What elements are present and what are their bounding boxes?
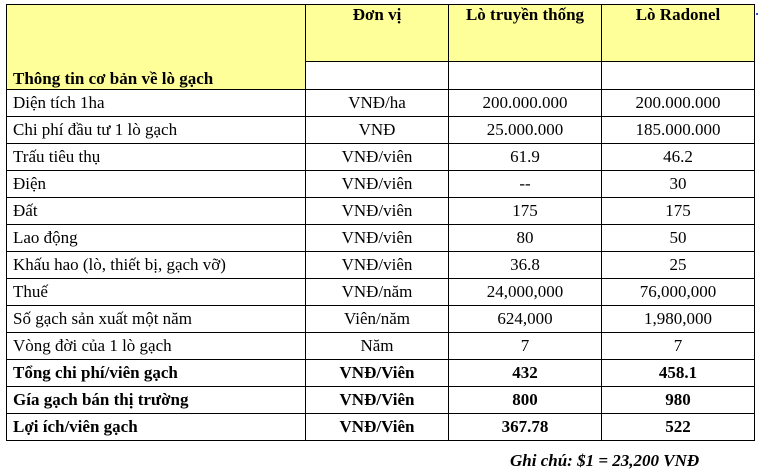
row-label-cell: Diện tích 1ha: [7, 90, 306, 117]
row-radonel-value-cell: 76,000,000: [602, 279, 755, 306]
row-label-cell: Gía gạch bán thị trường: [7, 387, 306, 414]
table-row: [7, 333, 755, 360]
row-unit-cell: VNĐ/viên: [306, 144, 449, 171]
row-radonel-value-cell: 25: [602, 252, 755, 279]
row-traditional-value-cell: 25.000.000: [449, 117, 602, 144]
row-traditional-value-cell: 200.000.000: [449, 90, 602, 117]
header-spacer-cell: [449, 62, 602, 90]
row-label-cell: Lao động: [7, 225, 306, 252]
row-label-cell: Điện: [7, 171, 306, 198]
row-label-cell: Trấu tiêu thụ: [7, 144, 306, 171]
row-radonel-value-cell: 980: [602, 387, 755, 414]
header-radonel-kiln: Lò Radonel: [602, 5, 755, 62]
row-unit-cell: VNĐ/viên: [306, 225, 449, 252]
row-unit-cell: VNĐ/năm: [306, 279, 449, 306]
row-radonel-value-cell: 175: [602, 198, 755, 225]
row-traditional-value-cell: 175: [449, 198, 602, 225]
row-unit-cell: VNĐ/Viên: [306, 360, 449, 387]
table-row: [7, 198, 755, 225]
header-row: [7, 5, 755, 62]
row-radonel-value-cell: 7: [602, 333, 755, 360]
row-traditional-value-cell: 7: [449, 333, 602, 360]
header-unit: Đơn vị: [306, 5, 449, 62]
footnote: Ghi chú: $1 = 23,200 VNĐ: [510, 451, 700, 470]
row-radonel-value-cell: 46.2: [602, 144, 755, 171]
row-traditional-value-cell: 61.9: [449, 144, 602, 171]
row-label-cell: Lợi ích/viên gạch: [7, 414, 306, 441]
row-label-cell: Số gạch sản xuất một năm: [7, 306, 306, 333]
table-row: [7, 90, 755, 117]
table-row: [7, 360, 755, 387]
row-radonel-value-cell: 522: [602, 414, 755, 441]
table-row: [7, 144, 755, 171]
header-spacer-cell: [602, 62, 755, 90]
table-row: [7, 252, 755, 279]
row-unit-cell: VNĐ/Viên: [306, 414, 449, 441]
header-spacer-cell: [306, 62, 449, 90]
row-traditional-value-cell: 80: [449, 225, 602, 252]
row-radonel-value-cell: 458.1: [602, 360, 755, 387]
table-row: [7, 306, 755, 333]
row-radonel-value-cell: 200.000.000: [602, 90, 755, 117]
row-unit-cell: VNĐ: [306, 117, 449, 144]
header-title: Thông tin cơ bản về lò gạch: [7, 5, 306, 90]
brick-kiln-comparison-table: [6, 4, 755, 441]
table-row: [7, 279, 755, 306]
row-unit-cell: VNĐ/viên: [306, 198, 449, 225]
table-row: [7, 225, 755, 252]
row-radonel-value-cell: 1,980,000: [602, 306, 755, 333]
row-unit-cell: VNĐ/viên: [306, 252, 449, 279]
row-unit-cell: VNĐ/ha: [306, 90, 449, 117]
row-radonel-value-cell: 30: [602, 171, 755, 198]
table-row: [7, 117, 755, 144]
row-unit-cell: Viên/năm: [306, 306, 449, 333]
row-label-cell: Đất: [7, 198, 306, 225]
table-row: [7, 171, 755, 198]
row-radonel-value-cell: 50: [602, 225, 755, 252]
row-traditional-value-cell: 800: [449, 387, 602, 414]
row-label-cell: Khấu hao (lò, thiết bị, gạch vỡ): [7, 252, 306, 279]
header-traditional-kiln: Lò truyền thống: [449, 5, 602, 62]
row-unit-cell: VNĐ/viên: [306, 171, 449, 198]
row-traditional-value-cell: 624,000: [449, 306, 602, 333]
row-label-cell: Thuế: [7, 279, 306, 306]
row-radonel-value-cell: 185.000.000: [602, 117, 755, 144]
table-row: [7, 387, 755, 414]
table-row: [7, 414, 755, 441]
table-body: [7, 5, 755, 441]
row-traditional-value-cell: 367.78: [449, 414, 602, 441]
row-label-cell: Vòng đời của 1 lò gạch: [7, 333, 306, 360]
row-traditional-value-cell: --: [449, 171, 602, 198]
row-unit-cell: VNĐ/Viên: [306, 387, 449, 414]
row-traditional-value-cell: 432: [449, 360, 602, 387]
row-label-cell: Tổng chi phí/viên gạch: [7, 360, 306, 387]
row-traditional-value-cell: 24,000,000: [449, 279, 602, 306]
row-unit-cell: Năm: [306, 333, 449, 360]
row-traditional-value-cell: 36.8: [449, 252, 602, 279]
row-label-cell: Chi phí đầu tư 1 lò gạch: [7, 117, 306, 144]
